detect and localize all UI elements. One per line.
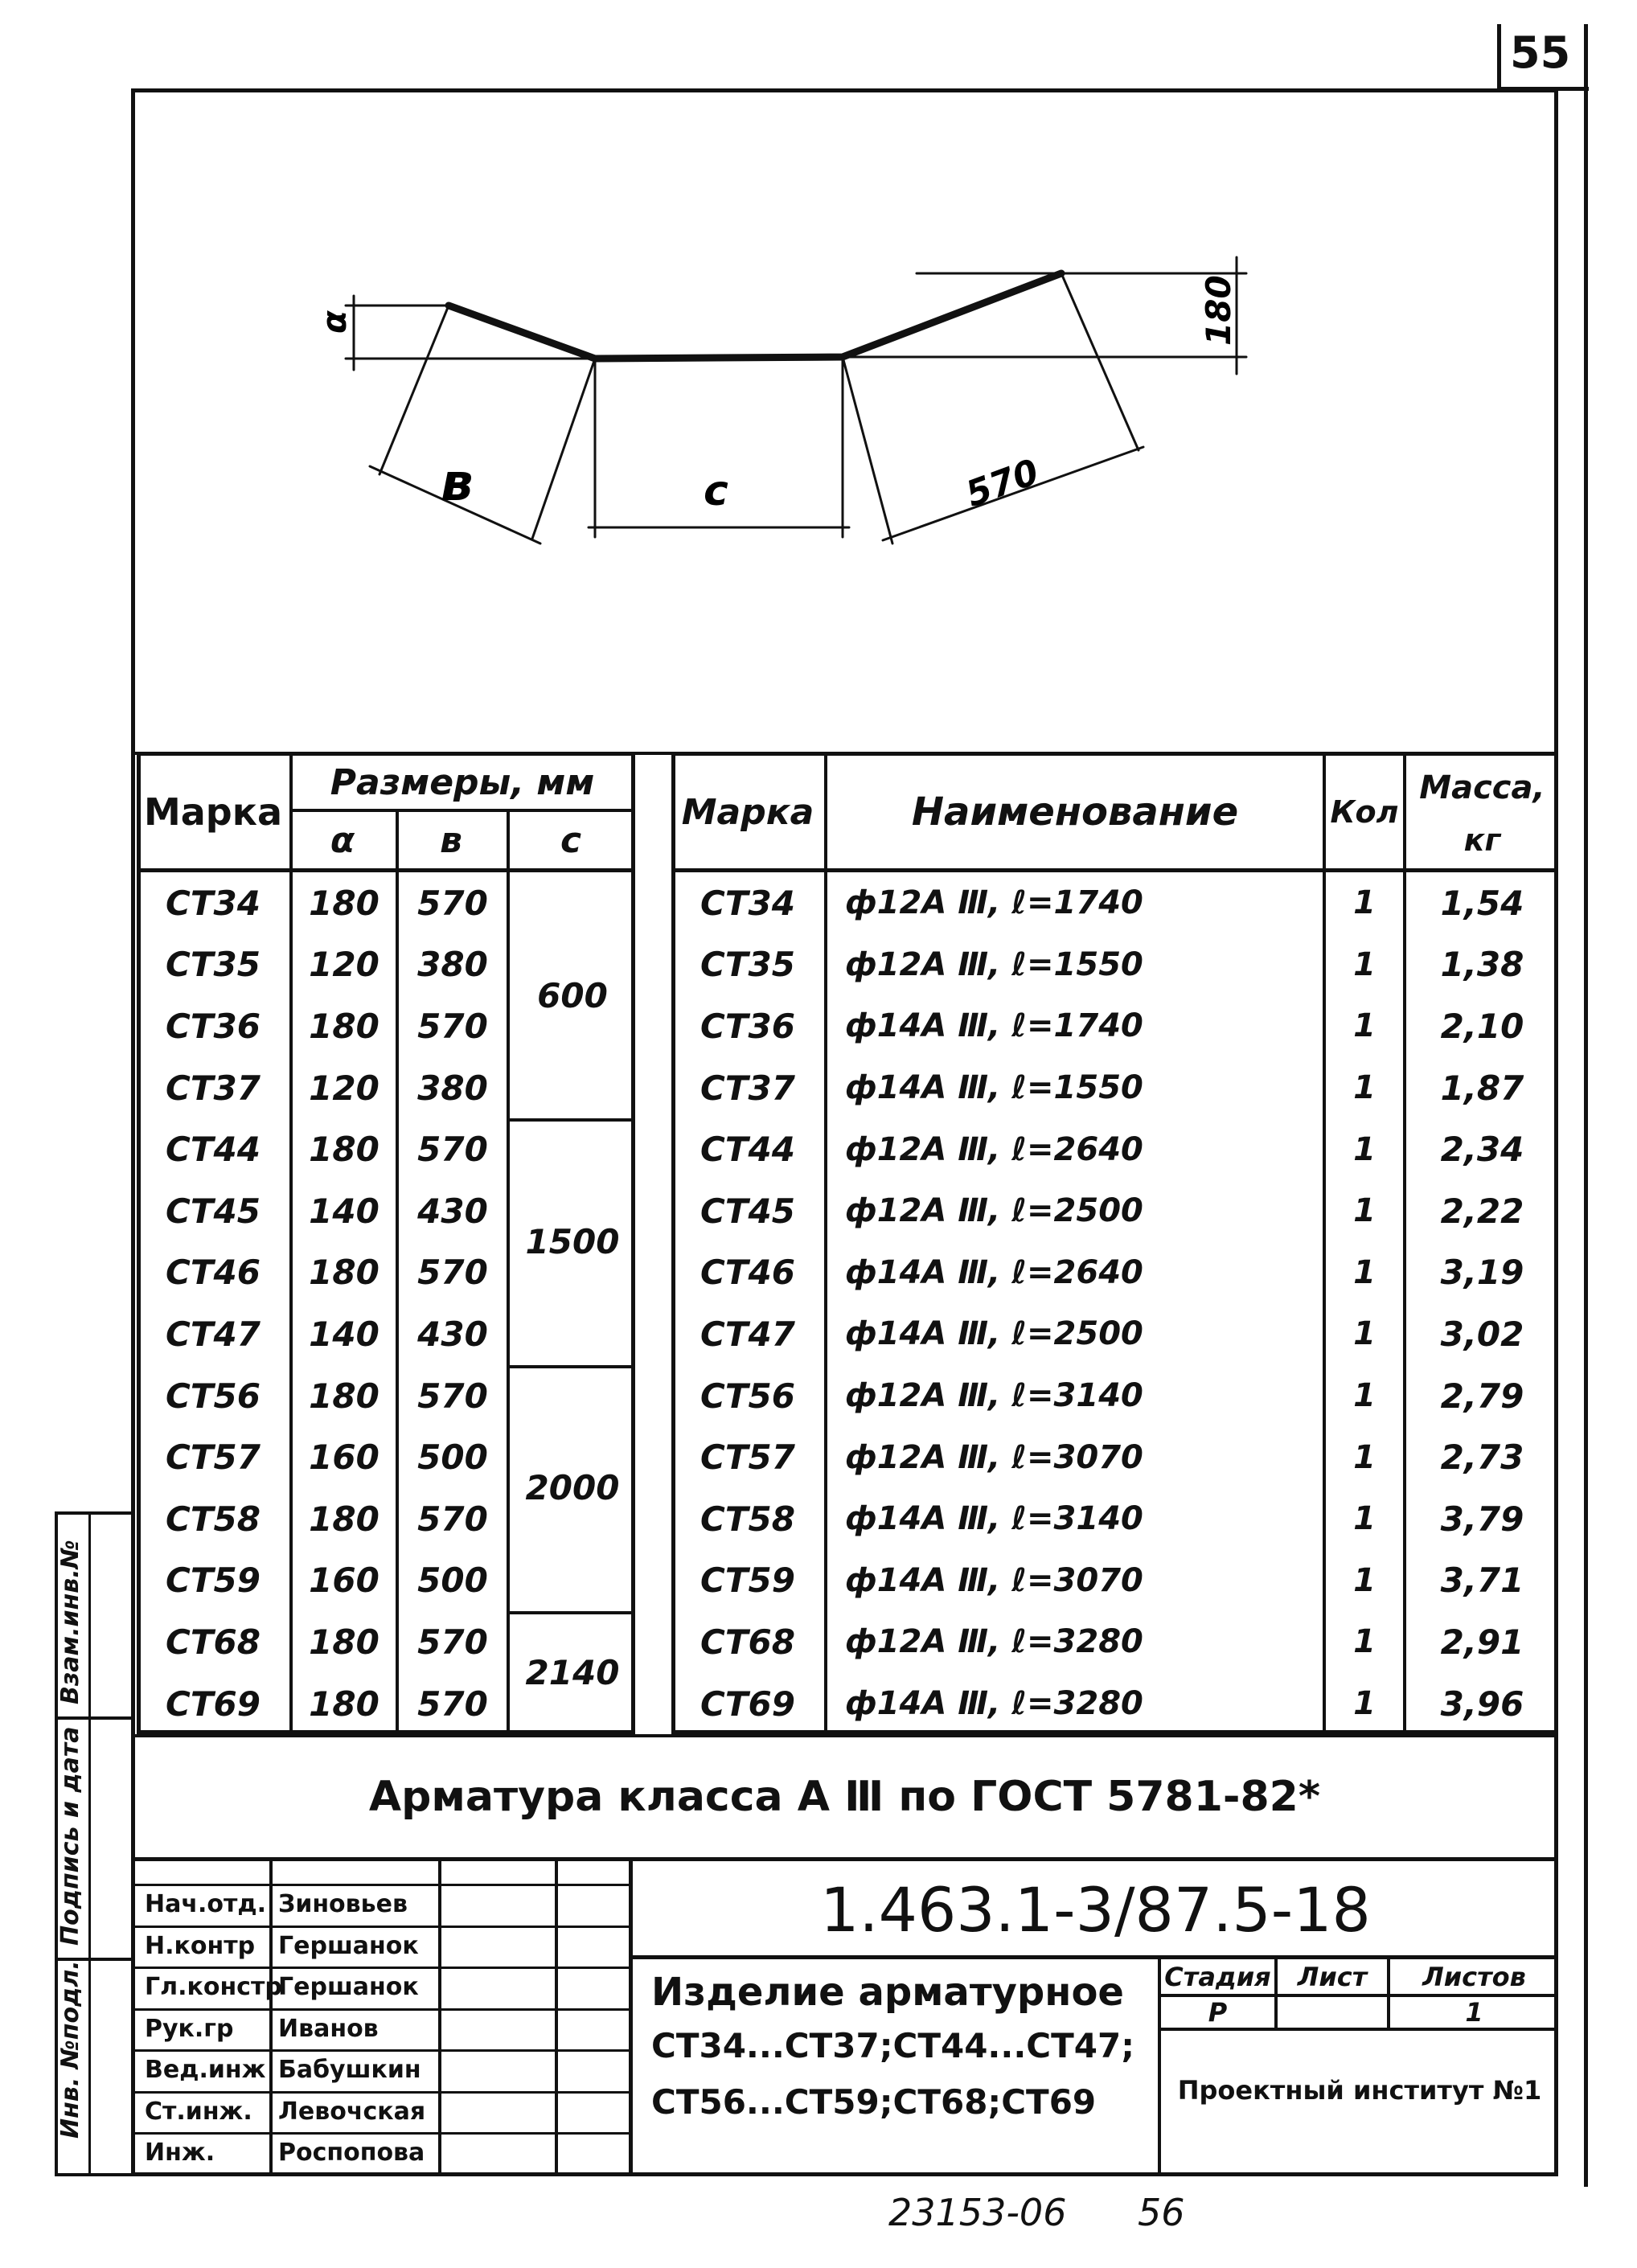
spec-row-qty: 1 — [1353, 1315, 1376, 1353]
sizes-row-a: 160 — [309, 1437, 380, 1478]
spec-row-qty: 1 — [1353, 1500, 1376, 1538]
spec-row-qty: 1 — [1353, 1007, 1376, 1045]
sizes-row-mark: СТ58 — [166, 1499, 261, 1539]
sizes-row-a: 120 — [309, 945, 380, 985]
bottom-note: 23153-06 — [888, 2191, 1067, 2234]
spec-row-mark: СТ47 — [700, 1314, 795, 1354]
spec-row-qty: 1 — [1353, 1438, 1376, 1476]
signature-role: Н.контр — [145, 1931, 256, 1960]
page-number: 55 — [1510, 27, 1571, 78]
spec-row-name: ф12А Ⅲ, ℓ=3070 — [845, 1438, 1143, 1476]
spec-header-mass: Масса, — [1419, 769, 1545, 806]
product-name-line-3: СТ56...СТ59;СТ68;СТ69 — [651, 2082, 1097, 2122]
spec-row-mark: СТ45 — [700, 1191, 795, 1231]
sizes-row-mark: СТ69 — [166, 1684, 261, 1724]
sizes-row-a: 180 — [309, 1130, 380, 1170]
sizes-row-mark: СТ37 — [166, 1068, 261, 1108]
sizes-row-b: 570 — [417, 1006, 488, 1046]
sizes-row-a: 160 — [309, 1561, 380, 1601]
sizes-c-group: 2140 — [525, 1653, 620, 1693]
spec-row-mark: СТ57 — [700, 1437, 795, 1478]
signature-row-line — [135, 2132, 629, 2135]
sizes-row-a: 180 — [309, 1253, 380, 1293]
sizes-row-mark: СТ35 — [166, 945, 261, 985]
sizes-row-mark: СТ59 — [166, 1561, 261, 1601]
signature-name: Роспопова — [278, 2139, 425, 2167]
sizes-row-a: 180 — [309, 1006, 380, 1046]
spec-row-name: ф14А Ⅲ, ℓ=1550 — [845, 1069, 1143, 1107]
sizes-row-mark: СТ46 — [166, 1253, 261, 1293]
sizes-c-group: 1500 — [525, 1222, 620, 1262]
sheets-label: Листов — [1422, 1961, 1526, 1992]
sizes-row-a: 180 — [309, 1684, 380, 1724]
signature-name: Иванов — [278, 2014, 379, 2043]
right-border-line — [1584, 24, 1588, 2187]
spec-row-mark: СТ34 — [700, 883, 795, 923]
sizes-header-mark: Марка — [143, 790, 282, 834]
spec-row-mark: СТ58 — [700, 1499, 795, 1539]
spec-row-qty: 1 — [1353, 945, 1376, 983]
spec-row-mark: СТ46 — [700, 1253, 795, 1293]
sizes-row-b: 570 — [417, 883, 488, 923]
sizes-header-b: в — [440, 819, 462, 861]
side-inv-orig: Инв. №подл. — [56, 1960, 84, 2139]
spec-row-name: ф12А Ⅲ, ℓ=3140 — [845, 1377, 1143, 1415]
spec-row-qty: 1 — [1353, 884, 1376, 922]
sizes-c-group: 2000 — [525, 1468, 620, 1508]
product-name-line-1: Изделие арматурное — [651, 1970, 1124, 2015]
spec-row-mass: 2,79 — [1440, 1376, 1524, 1416]
spec-row-mark: СТ68 — [700, 1622, 795, 1662]
signature-role: Инж. — [145, 2139, 215, 2167]
spec-header-name: Наименование — [911, 789, 1239, 835]
spec-row-mass: 1,38 — [1440, 945, 1524, 985]
sizes-row-a: 180 — [309, 1622, 380, 1662]
sizes-row-b: 500 — [417, 1561, 488, 1601]
bar-shape-sketch — [306, 241, 1303, 579]
dim-c-label: с — [704, 467, 728, 515]
spec-row-name: ф12А Ⅲ, ℓ=2640 — [845, 1130, 1143, 1168]
sheet-label: Лист — [1297, 1961, 1368, 1992]
spec-row-name: ф12А Ⅲ, ℓ=1550 — [845, 945, 1143, 983]
signature-name: Гершанок — [278, 1931, 419, 1960]
spec-row-mark: СТ69 — [700, 1684, 795, 1724]
spec-row-mark: СТ37 — [700, 1068, 795, 1108]
spec-row-mass: 3,79 — [1440, 1499, 1524, 1539]
sizes-row-a: 140 — [309, 1191, 380, 1231]
spec-row-qty: 1 — [1353, 1253, 1376, 1291]
spec-header-mass-unit: кг — [1463, 822, 1501, 858]
spec-row-name: ф14А Ⅲ, ℓ=3140 — [845, 1500, 1143, 1538]
signature-role: Гл.констр — [145, 1973, 282, 2001]
sizes-row-b: 430 — [417, 1314, 488, 1354]
dim-a-label: α — [314, 310, 354, 334]
signature-row-line — [135, 2091, 629, 2094]
reinforcement-note: Арматура класса А Ⅲ по ГОСТ 5781-82* — [368, 1773, 1321, 1821]
signature-role: Рук.гр — [145, 2014, 234, 2043]
sizes-row-b: 570 — [417, 1253, 488, 1293]
organization-name: Проектный институт №1 — [1177, 2075, 1542, 2106]
signature-role: Вед.инж — [145, 2056, 266, 2084]
spec-row-mass: 2,91 — [1440, 1622, 1524, 1662]
signature-name: Гершанок — [278, 1973, 419, 2001]
sizes-row-mark: СТ56 — [166, 1376, 261, 1416]
sizes-row-b: 430 — [417, 1191, 488, 1231]
sizes-header-a: α — [330, 819, 355, 861]
spec-row-name: ф14А Ⅲ, ℓ=2500 — [845, 1315, 1143, 1353]
sizes-row-b: 380 — [417, 1068, 488, 1108]
sizes-row-mark: СТ47 — [166, 1314, 261, 1354]
sizes-row-mark: СТ45 — [166, 1191, 261, 1231]
spec-header-qty: Кол — [1330, 794, 1399, 830]
spec-row-qty: 1 — [1353, 1623, 1376, 1661]
spec-row-qty: 1 — [1353, 1685, 1376, 1723]
document-designation: 1.463.1-3/87.5-18 — [820, 1873, 1371, 1946]
spec-row-qty: 1 — [1353, 1377, 1376, 1415]
spec-row-mark: СТ35 — [700, 945, 795, 985]
sizes-row-a: 140 — [309, 1314, 380, 1354]
dim-570-label: 570 — [960, 451, 1044, 515]
sizes-row-a: 120 — [309, 1068, 380, 1108]
spec-row-mark: СТ56 — [700, 1376, 795, 1416]
signature-row-line — [135, 2008, 629, 2011]
spec-row-mass: 3,96 — [1440, 1684, 1524, 1724]
sizes-row-b: 380 — [417, 945, 488, 985]
signature-row-line — [135, 1926, 629, 1928]
signature-role: Ст.инж. — [145, 2097, 252, 2126]
sizes-row-mark: СТ44 — [166, 1130, 261, 1170]
sizes-row-b: 500 — [417, 1437, 488, 1478]
spec-row-name: ф12А Ⅲ, ℓ=1740 — [845, 884, 1143, 922]
spec-row-mass: 2,34 — [1440, 1130, 1524, 1170]
signature-row-line — [135, 2049, 629, 2052]
spec-row-qty: 1 — [1353, 1130, 1376, 1168]
spec-row-mass: 2,10 — [1440, 1006, 1524, 1046]
signature-row-line — [135, 1884, 629, 1886]
page-number-divider — [1497, 24, 1501, 90]
signature-name: Левочская — [278, 2097, 426, 2126]
spec-row-name: ф14А Ⅲ, ℓ=2640 — [845, 1253, 1143, 1291]
spec-row-name: ф12А Ⅲ, ℓ=2500 — [845, 1192, 1143, 1230]
spec-row-name: ф14А Ⅲ, ℓ=1740 — [845, 1007, 1143, 1045]
spec-row-qty: 1 — [1353, 1561, 1376, 1599]
signature-role: Нач.отд. — [145, 1890, 266, 1918]
spec-row-qty: 1 — [1353, 1069, 1376, 1107]
stage-label: Стадия — [1164, 1961, 1271, 1992]
sizes-row-mark: СТ36 — [166, 1006, 261, 1046]
spec-row-mark: СТ59 — [700, 1561, 795, 1601]
sizes-header-c: с — [560, 819, 582, 861]
sizes-row-mark: СТ34 — [166, 883, 261, 923]
spec-row-mass: 3,19 — [1440, 1253, 1524, 1293]
sizes-row-mark: СТ57 — [166, 1437, 261, 1478]
dim-180-label: 180 — [1199, 275, 1238, 346]
sizes-row-b: 570 — [417, 1684, 488, 1724]
spec-row-name: ф14А Ⅲ, ℓ=3070 — [845, 1561, 1143, 1599]
stage-value: Р — [1208, 1997, 1228, 2028]
sizes-c-group: 600 — [537, 975, 608, 1015]
spec-row-mass: 3,02 — [1440, 1314, 1524, 1354]
spec-row-qty: 1 — [1353, 1192, 1376, 1230]
spec-row-mass: 1,54 — [1440, 883, 1524, 923]
spec-row-name: ф14А Ⅲ, ℓ=3280 — [845, 1685, 1143, 1723]
sizes-header-sizes: Размеры, мм — [330, 761, 595, 803]
spec-row-mass: 1,87 — [1440, 1068, 1524, 1108]
spec-header-mark: Марка — [681, 791, 814, 833]
sizes-row-mark: СТ68 — [166, 1622, 261, 1662]
sizes-row-b: 570 — [417, 1499, 488, 1539]
dim-b-label: в — [441, 453, 474, 513]
spec-row-name: ф12А Ⅲ, ℓ=3280 — [845, 1623, 1143, 1661]
sizes-row-a: 180 — [309, 1499, 380, 1539]
sizes-row-a: 180 — [309, 1376, 380, 1416]
sizes-row-a: 180 — [309, 883, 380, 923]
signature-row-line — [135, 1967, 629, 1969]
product-name-line-2: СТ34...СТ37;СТ44...СТ47; — [651, 2026, 1135, 2065]
side-sign-date: Подпись и дата — [56, 1726, 84, 1946]
spec-row-mark: СТ36 — [700, 1006, 795, 1046]
sizes-row-b: 570 — [417, 1376, 488, 1416]
spec-row-mass: 2,73 — [1440, 1437, 1524, 1478]
bottom-note-2: 56 — [1138, 2191, 1185, 2234]
spec-row-mass: 3,71 — [1440, 1561, 1524, 1601]
spec-row-mass: 2,22 — [1440, 1191, 1524, 1231]
spec-row-mark: СТ44 — [700, 1130, 795, 1170]
sizes-row-b: 570 — [417, 1130, 488, 1170]
signature-name: Зиновьев — [278, 1890, 408, 1918]
signature-name: Бабушкин — [278, 2056, 421, 2084]
sheets-value: 1 — [1465, 1997, 1483, 2028]
sizes-row-b: 570 — [417, 1622, 488, 1662]
side-inv-repl: Взам.инв.№ — [56, 1540, 84, 1704]
